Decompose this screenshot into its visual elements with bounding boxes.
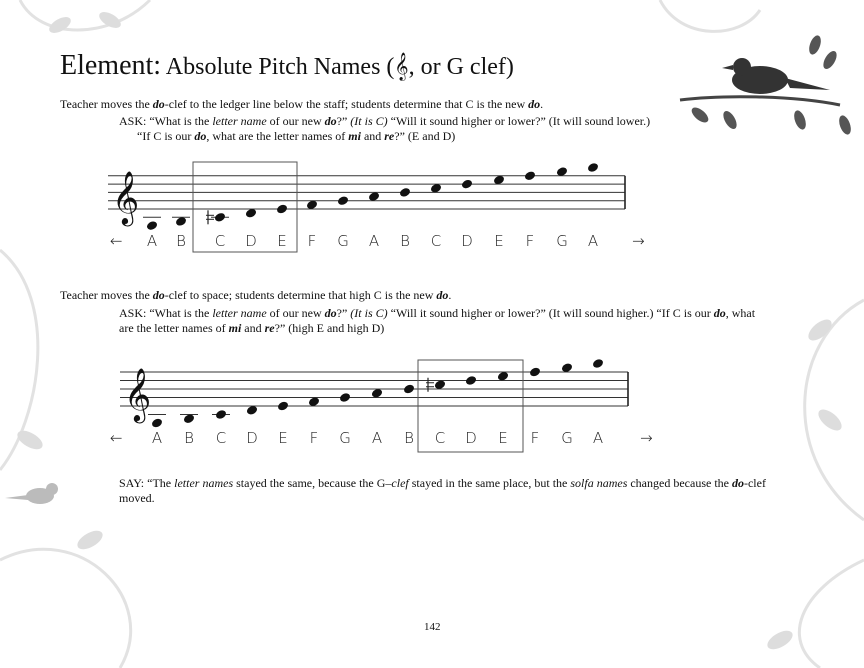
text-segment: do xyxy=(152,97,165,111)
note-head xyxy=(277,400,290,411)
text-segment: do xyxy=(436,288,449,302)
text-segment: SAY: “The xyxy=(119,476,175,490)
text-segment: solfa names xyxy=(570,476,628,490)
note-letter-label: D xyxy=(246,429,258,447)
note-letter-label: E xyxy=(494,232,504,250)
note-letter-label: D xyxy=(465,429,477,447)
note-letter-label: D xyxy=(461,232,473,250)
text-segment: letter name xyxy=(212,306,267,320)
text-segment: “If C is our xyxy=(137,129,195,143)
note-letter-label: B xyxy=(400,232,410,250)
text-segment: “Will it sound higher or lower?” (It will sound higher.) “If C is our xyxy=(387,306,714,320)
note-letter-label: E xyxy=(498,429,508,447)
text-segment: , what are the letter names of xyxy=(119,306,756,335)
note-letter-label: G xyxy=(339,429,351,447)
note-letter-label: C xyxy=(434,429,446,447)
text-segment: ?” (high E and high D) xyxy=(274,320,385,335)
text-segment: -clef to space; students determine that high C is the new xyxy=(164,288,437,302)
text-segment: ?” xyxy=(336,306,351,320)
text-segment: stayed the same, because the G– xyxy=(233,476,392,490)
note-letter-label: D xyxy=(245,232,257,250)
text-segment: ?” (E and D) xyxy=(394,129,456,143)
text-segment: do xyxy=(528,97,541,111)
note-head xyxy=(529,366,542,377)
text-segment: . xyxy=(448,288,452,302)
note-letter-label: C xyxy=(215,429,227,447)
arrow-right-icon: → xyxy=(632,232,645,250)
arrow-left-icon: ← xyxy=(110,232,123,250)
note-head xyxy=(214,212,227,223)
treble-clef-icon: 𝄞 xyxy=(112,172,140,223)
text-segment: clef xyxy=(391,476,409,490)
arrow-right-icon: → xyxy=(640,429,653,447)
note-letter-label: G xyxy=(556,232,568,250)
text-segment: do xyxy=(194,129,207,143)
arrow-left-icon: ← xyxy=(110,429,123,447)
text-segment: letter name xyxy=(212,114,267,128)
text-segment: mi xyxy=(228,320,242,335)
text-segment: re xyxy=(264,320,275,335)
note-head xyxy=(146,220,159,231)
note-letter-label: E xyxy=(278,429,288,447)
text-segment: -clef to the ledger line below the staff; students determine that C is the new xyxy=(164,97,529,111)
note-letter-label: F xyxy=(530,429,540,447)
note-head xyxy=(592,358,605,369)
note-letter-label: A xyxy=(592,429,604,447)
note-head xyxy=(403,383,416,394)
note-head xyxy=(151,417,164,428)
note-letter-label: E xyxy=(277,232,287,250)
note-letter-label: A xyxy=(587,232,599,250)
note-letter-label: G xyxy=(561,429,573,447)
note-head xyxy=(337,195,350,206)
note-letter-label: F xyxy=(309,429,319,447)
text-segment: do xyxy=(152,288,165,302)
text-segment: ASK: “What is the xyxy=(119,306,213,320)
note-letter-label: F xyxy=(525,232,535,250)
text-segment: do xyxy=(324,114,337,128)
text-segment: Teacher moves the xyxy=(60,97,153,111)
treble-clef-icon: 𝄞 xyxy=(394,54,409,80)
text-segment: (It is C) xyxy=(350,114,388,128)
text-segment: ?” xyxy=(336,114,351,128)
title-text: Absolute Pitch Names ( xyxy=(165,54,395,80)
note-head xyxy=(461,178,474,189)
note-letter-label: G xyxy=(337,232,349,250)
note-head xyxy=(276,203,289,214)
note-letter-label: A xyxy=(146,232,158,250)
note-letter-label: C xyxy=(430,232,442,250)
note-head xyxy=(524,170,537,181)
note-letter-label: A xyxy=(151,429,163,447)
page-number: 142 xyxy=(424,621,441,633)
staff-2 xyxy=(110,358,653,452)
treble-clef-icon: 𝄞 xyxy=(124,369,152,420)
note-head xyxy=(399,187,412,198)
text-segment: (It is C) xyxy=(350,306,388,320)
title-element: Element: xyxy=(60,50,162,81)
text-segment: of our new xyxy=(266,306,325,320)
text-segment: . xyxy=(540,97,544,111)
note-letter-label: F xyxy=(307,232,317,250)
text-segment: mi xyxy=(348,129,361,143)
text-segment: stayed in the same place, but the xyxy=(408,476,571,490)
note-letter-label: B xyxy=(404,429,414,447)
text-segment: changed because the xyxy=(627,476,732,490)
note-letter-label: C xyxy=(214,232,226,250)
text-segment: Teacher moves the xyxy=(60,288,153,302)
text-segment: do xyxy=(731,476,744,490)
text-segment: re xyxy=(384,129,395,143)
text-segment: ASK: “What is the xyxy=(119,114,213,128)
note-head xyxy=(339,392,352,403)
note-head xyxy=(587,162,600,173)
text-segment: of our new xyxy=(266,114,325,128)
text-segment: “Will it sound higher or lower?” (It will sound lower.) xyxy=(387,114,651,128)
text-segment: letter names xyxy=(174,476,234,490)
note-letter-label: A xyxy=(368,232,380,250)
text-segment: and xyxy=(241,320,265,335)
staff-1 xyxy=(108,162,645,252)
text-segment: do xyxy=(713,306,726,320)
note-letter-label: B xyxy=(176,232,186,250)
text-segment: and xyxy=(360,129,385,143)
note-head xyxy=(465,375,478,386)
note-letter-label: A xyxy=(371,429,383,447)
note-letter-label: B xyxy=(184,429,194,447)
text-segment: , what are the letter names of xyxy=(206,129,349,143)
text-segment: -clef moved. xyxy=(119,476,766,505)
text-segment: do xyxy=(324,306,337,320)
title-end: , or G clef) xyxy=(408,54,514,80)
note-head xyxy=(215,409,228,420)
